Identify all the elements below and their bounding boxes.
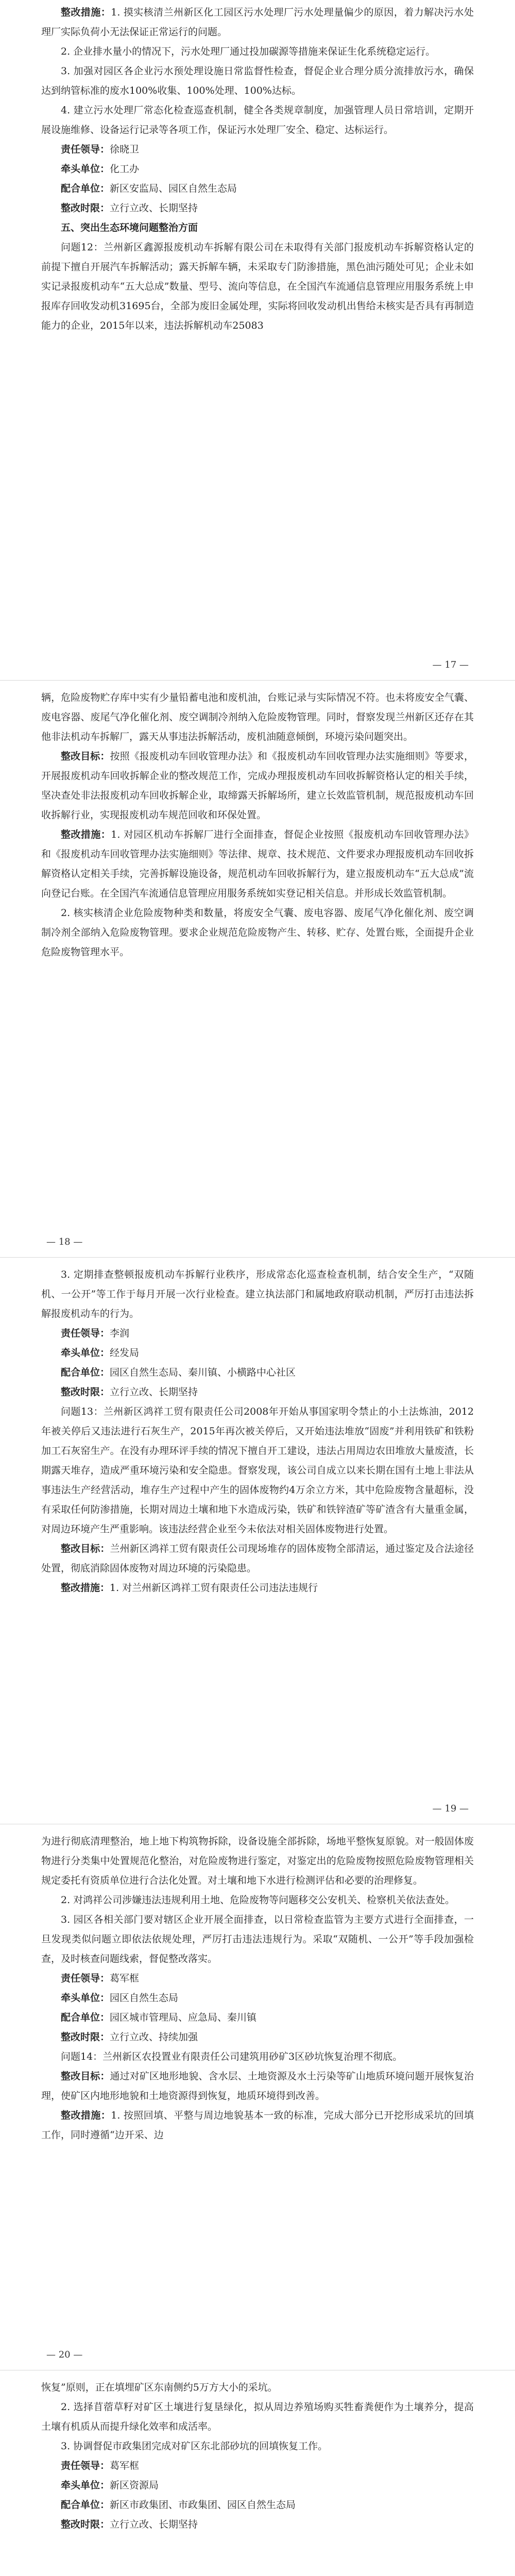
page-divider [0,1257,515,1258]
meta-line: 整改时限：立行立改、持续加强 [61,2031,198,2043]
paragraph: 2. 核实核清企业危险废物种类和数量，将废安全气囊、废电容器、废尾气净化催化剂、废空调制冷剂全部纳入危险废物管理。要求企业规范危险废物产生、转移、贮存、处置台账，全面提升企业危险废物管理水平。 [41,907,474,958]
paragraph: 3. 园区各相关部门要对辖区企业开展全面排查，以日常检查监管为主要方式进行全面排查，一旦发现类似问题立即依法依规处理，严厉打击违法违规行为。采取“双随机、一公开”等手段加强检查，及时核查问题线索，督促整改落实。 [41,1914,474,1964]
page-number: — 20 — [46,2349,83,2360]
meta-line: 牵头单位：经发局 [61,1347,140,1359]
issue-paragraph: 问题13：兰州新区鸿祥工贸有限责任公司2008年开始从事国家明令禁止的小土法炼油，2012年被关停后又违法进行石灰生产，2015年再次被关停后，又开始违法堆放“固废”并利用铁矿和铁粉加工石灰窑生产。在没有办理环评手续的情况下擅自开工建设，违法占用周边农田堆放大量废渣，长期露天堆存，造成严重环境污染和安全隐患。督察发现，该公司自成立以来长期在国有土地上非法从事违法生产经营活动，堆存生产过程中产生的固体废物约4万余立方米，其中危险废物含量超标，没有采取任何防渗措施，长期对周边土壤和地下水造成污染，铁矿和铁锌渣矿等矿渣含有大量重金属，对周边环境产生严重影响。该违法经营企业至今未依法对相关固体废物进行处置。 [41,1406,474,1535]
page-17 [41,3,474,335]
meta-line: 牵头单位：新区资源局 [61,2480,159,2491]
paragraph: 辆，危险废物贮存库中实有少量铅蓄电池和废机油，台账记录与实际情况不符。也未将废安全气囊、废电容器、废尾气净化催化剂、废空调制冷剂纳入危险废物管理。同时，督察发现兰州新区还存在其他非法机动车拆解厂，露天从事违法拆解活动，废机油随意倾倒，环境污染问题突出。 [41,692,474,742]
paragraph: 整改措施：1. 对兰州新区鸿祥工贸有限责任公司违法违规行 [61,1582,318,1594]
paragraph: 整改措施：1. 摸实核清兰州新区化工园区污水处理厂污水处理量偏少的原因，着力解决污水处理厂实际负荷小无法保证正常运行的问题。 [41,7,474,38]
page-18 [41,688,474,962]
paragraph: 整改措施：1. 按照回填、平整与周边地貌基本一致的标准，完成大部分已开挖形成采坑的回填工作，同时遵循“边开采、边 [41,2110,474,2141]
meta-line: 整改时限：立行立改、长期坚持 [61,202,198,214]
meta-line: 配合单位：园区自然生态局、秦川镇、小横路中心社区 [61,1367,296,1378]
meta-line: 整改时限：立行立改、长期坚持 [61,1386,198,1398]
page-20 [41,1832,474,2145]
page-number: — 17 — [432,659,469,670]
meta-line: 配合单位：新区安监局、园区自然生态局 [61,183,237,194]
meta-line: 责任领导：李润 [61,1328,130,1339]
paragraph: 恢复”原则，正在填埋矿区东南侧约5万方大小的采坑。 [41,2382,278,2393]
page-19 [41,1265,474,1598]
paragraph: 2. 企业排水量小的情况下，污水处理厂通过投加碳源等措施来保证生化系统稳定运行。 [61,46,436,57]
meta-line: 牵头单位：化工办 [61,163,140,175]
meta-line: 责任领导：葛军框 [61,2460,140,2471]
meta-line: 责任领导：葛军框 [61,1973,140,1984]
meta-line: 牵头单位：园区自然生态局 [61,1992,179,2004]
paragraph: 3. 定期排查整顿报废机动车拆解行业秩序，形成常态化巡查检查机制，结合安全生产，“双随机、一公开”等工作于每月开展一次行业检查。建立执法部门和属地政府联动机制，严厉打击违法拆解报废机动车的行为。 [41,1269,474,1319]
paragraph: 4. 建立污水处理厂常态化检查巡查机制，健全各类规章制度，加强管理人员日常培训，定期开展设施维修、设备运行记录等各项工作，保证污水处理厂安全、稳定、达标运行。 [41,105,474,135]
issue-paragraph: 问题14：兰州新区农投置业有限责任公司建筑用砂矿3区砂坑恢复治理不彻底。 [61,2051,403,2062]
paragraph: 3. 协调督促市政集团完成对矿区东北部砂坑的回填恢复工作。 [61,2441,328,2452]
paragraph: 整改目标：兰州新区鸿祥工贸有限责任公司现场堆存的固体废物全部清运，通过鉴定及合法途径处置，彻底消除固体废物对周边环境的污染隐患。 [41,1543,474,1574]
paragraph: 为进行彻底清理整治，地上地下构筑物拆除，设备设施全部拆除，场地平整恢复原貌。对一般固体废物进行分类集中处置规范化整治，对危险废物进行鉴定，对鉴定出的危险废物按照危险废物管理相关规定委托有资质单位进行合法化处置。对土壤和地下水进行检测评估和必要的治理修复。 [41,1836,474,1886]
paragraph: 3. 加强对园区各企业污水预处理设施日常监督性检查，督促企业合理分质分流排放污水，确保达到纳管标准的废水100%收集、100%处理、100%达标。 [41,65,474,96]
meta-line: 配合单位：新区市政集团、市政集团、园区自然生态局 [61,2499,296,2511]
paragraph: 2. 选择苜蓿草籽对矿区土壤进行复垦绿化，拟从周边养殖场购买牲畜粪便作为土壤养分，提高土壤有机质从而提升绿化效率和成活率。 [41,2401,474,2432]
issue-paragraph: 问题12：兰州新区鑫源报废机动车拆解有限公司在未取得有关部门报废机动车拆解资格认定的前提下擅自开展汽车拆解活动；露天拆解车辆，未采取专门防渗措施，黑色油污随处可见；企业未如实记录报废机动车“五大总成”数量、型号、流向等信息，在全国汽车流通信息管理应用服务系统上申报库存回收发动机31695台，全部为废旧金属处理，实际将回收发动机出售给未核实是否具有再制造能力的企业，2015年以来，违法拆解机动车25083 [41,242,474,331]
meta-line: 责任领导：徐晓卫 [61,144,140,155]
meta-line: 整改时限：立行立改、长期坚持 [61,2519,198,2530]
paragraph: 整改目标：按照《报废机动车回收管理办法》和《报废机动车回收管理办法实施细则》等要求，开展报废机动车回收拆解企业的整改规范工作，完成办理报废机动车回收拆解资格认定的相关手续，坚决查处非法报废机动车回收拆解企业，取缔露天拆解场所，建立长效监管机制，规范报废机动车回收拆解行业，实现报废机动车规范回收和环保处置。 [41,751,474,821]
paragraph: 2. 对鸿祥公司涉嫌违法违规利用土地、危险废物等问题移交公安机关、检察机关依法查处。 [61,1894,455,1906]
page-divider [0,680,515,681]
section-heading: 五、突出生态环境问题整治方面 [61,222,198,233]
meta-line: 配合单位：园区城市管理局、应急局、秦川镇 [61,2012,257,2023]
page-number: — 19 — [432,1803,469,1814]
paragraph: 整改措施：1. 对园区机动车拆解厂进行全面排查，督促企业按照《报废机动车回收管理办法》和《报废机动车回收管理办法实施细则》等法律、规章、技术规范、文件要求办理报废机动车回收拆解资格认定相关手续，完善拆解设施设备，规范机动车回收拆解行为，建立报废机动车“五大总成”流向登记台账。在全国汽车流通信息管理应用服务系统如实登记相关信息。并形成长效监管机制。 [41,829,474,899]
page-number: — 18 — [46,1236,83,1247]
paragraph: 整改目标：通过对矿区地形地貌、含水层、土地资源及水土污染等矿山地质环境问题开展恢复治理，使矿区内地形地貌和土地资源得到恢复，地质环境得到改善。 [41,2071,474,2102]
page-21 [41,2378,474,2534]
